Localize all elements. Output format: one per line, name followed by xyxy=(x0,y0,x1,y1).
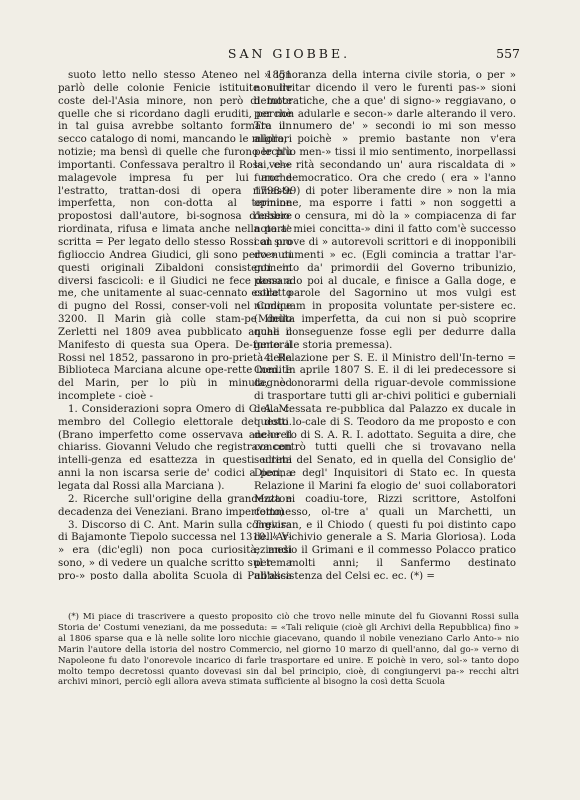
footnote-text: (*) Mi piace di trascrivere a questo proposito ciò che trovo nelle minute del fu Giovanni Rossi sulla Storia de' Costumi veneziani, da me posseduta: = «Tali reliquie (cioè gli Archivi della Repubblica) fino » al 1806 sparse qua e là nelle solite loro nicchie giacevano, quando il nobile veneziano Carlo Anto-» nio Marin l'autore della istoria del nostro Commercio, nel giorno 10 marzo di quell'anno, dal go-» verno di Napoleone fu dato l'onorevole incarico di farle trasportare ed unire. E poichè in vero, sol-» tanto dopo molto tempo decretossi quanto dovevasi sin dal bel principio, cioè, di congiungervi pa-» recchi altri archivi minori, perciò egli allora aveva stimata sufficiente al bisogno la così detta Scuola xyxy=(58,612,519,688)
right-paragraph-1: » ignoranza della interna civile storia, o per » non irritar dicendo il vero le furenti pas-» sioni democratiche, che a que' di signo-» reggiavano, o per non adularle e secon-» darle alterando il vero. Tra il numero de' » secondi io mi son messo allora, poichè » premio bastante non v'era perch'io men-» tissi il mio sentimento, inorpellassi la ve-» rità secondando un' aura riscaldata di » furor democratico. Ora che credo ( era » l'anno 1798-99) di poter liberamente dire » non la mia opinione, ma esporre i fatti » non soggetti a dubbio o censura, mi dò la » compiacenza di far noto a' miei concitta-» dini il fatto com'è successo con prove di » autorevoli scrittori e di inopponibili do-» cumenti » ec. (Egli comincia a trattar l'ar-gomento da' primordii del Governo tribunizio, passando poi al ducale, e finisce a Galla doge, e colle parole del Sagornino ut mos vulgi est numquam in proposita voluntate per-sistere ec. (Minuta imperfetta, da cui non si può scoprire quali conseguenze fosse egli per dedurre dalla generale storia premessa). xyxy=(254,70,516,351)
left-paragraph-3: 2. Ricerche sull'origine della grandezza e decadenza dei Veneziani. Brano imperfetto) xyxy=(58,493,292,518)
running-head: SAN GIOBBE. xyxy=(227,46,351,61)
right-paragraph-2: 4. Relazione per S. E. il Ministro dell'In-terno = Com. In aprile 1807 S. E. il di lei predecessore si degnò onorarmi della riguar-devole commissione di trasportare tutti gli ar-chivi politici e guberniali della cessata re-pubblica dal Palazzo ex ducale in questo lo-cale di S. Teodoro da me proposto e con de-creto di S. A. R. I. adottato. Seguita a dire, che concentrò tutti quelli che si trovavano nella secreta del Senato, ed in quella del Consiglio de' Dieci, e degl' Inquisitori di Stato ec. In questa Relazione il Marini fa elogio de' suoi collaboratori Muttoni coadiu-tore, Rizzi scrittore, Astolfoni commesso, ol-tre a' quali un Marchetti, un Trevisan, e il Chiodo ( questi fu poi distinto capo dell'Ar-chivio generale a S. Maria Gloriosa). Loda eziandio il Grimani e il commesso Polacco pratico per molti anni; il Sanfermo destinato all'assistenza del Celsi ec. ec. (*) = xyxy=(254,352,516,580)
right-column xyxy=(254,70,516,580)
left-paragraph-1: suoto letto nello stesso Ateneo nel 1851 parlò delle colonie Fenicie istituite sulle coste del-l'Asia minore, non però di tutte quelle che si ricordano dagli eruditi, perchè in tal guisa avrebbe soltanto formato un secco catalogo di nomi, mancando le migliori notizie; ma bensì di quelle che furono le più importanti. Confessava peraltro il Rossi, che malagevole impresa fu per lui anche l'estratto, trattan-dosi di opera rimasta imperfetta, non con-dotta al termine propostosi dall'autore, bi-sognosa d'essere riordinata, rifusa e limata anche nella parte scritta = Per legato dello stesso Rossi al suo figlioccio Andrea Giudici, gli sono pervenuti questi originali Zibaldoni consistenti in diversi fascicoli: e il Giudici ne fece dono a me, che unitamente al suac-cennato estratto di pugno del Rossi, conser-voli nel Codice 3200. Il Marin già colle stam-pe dello Zerletti nel 1809 avea pubblicato anche il Manifesto di questa sua Opera. De-funto il Rossi nel 1852, passarono in pro-prietà della Biblioteca Marciana alcune ope-rette inedite del Marin, per lo più in minuta, ed incomplete - cioè - xyxy=(58,70,292,403)
page-number: 557 xyxy=(496,46,520,61)
left-paragraph-4: 3. Discorso di C. Ant. Marin sulla congiura di Bajamonte Tiepolo successa nel 1310. « Vi » era (dic'egli) non poca curiosità, mesi sono, » di vedere un qualche scritto sul tema pro-» posto dalla abolita Scuola di Pubblica xyxy=(58,519,292,580)
footnote xyxy=(58,612,519,762)
left-paragraph-2: 1. Considerazioni sopra Omero di C. A. M. membro del Collegio elettorale de' dotti. (Brano imperfetto come osservava anche il chiariss. Giovanni Veludo che registrava con intelli-genza ed esattezza in questi ultimi anni la non iscarsa serie de' codici a penna legata dal Rossi alla Marciana ). xyxy=(58,403,292,492)
page-header xyxy=(58,46,520,66)
